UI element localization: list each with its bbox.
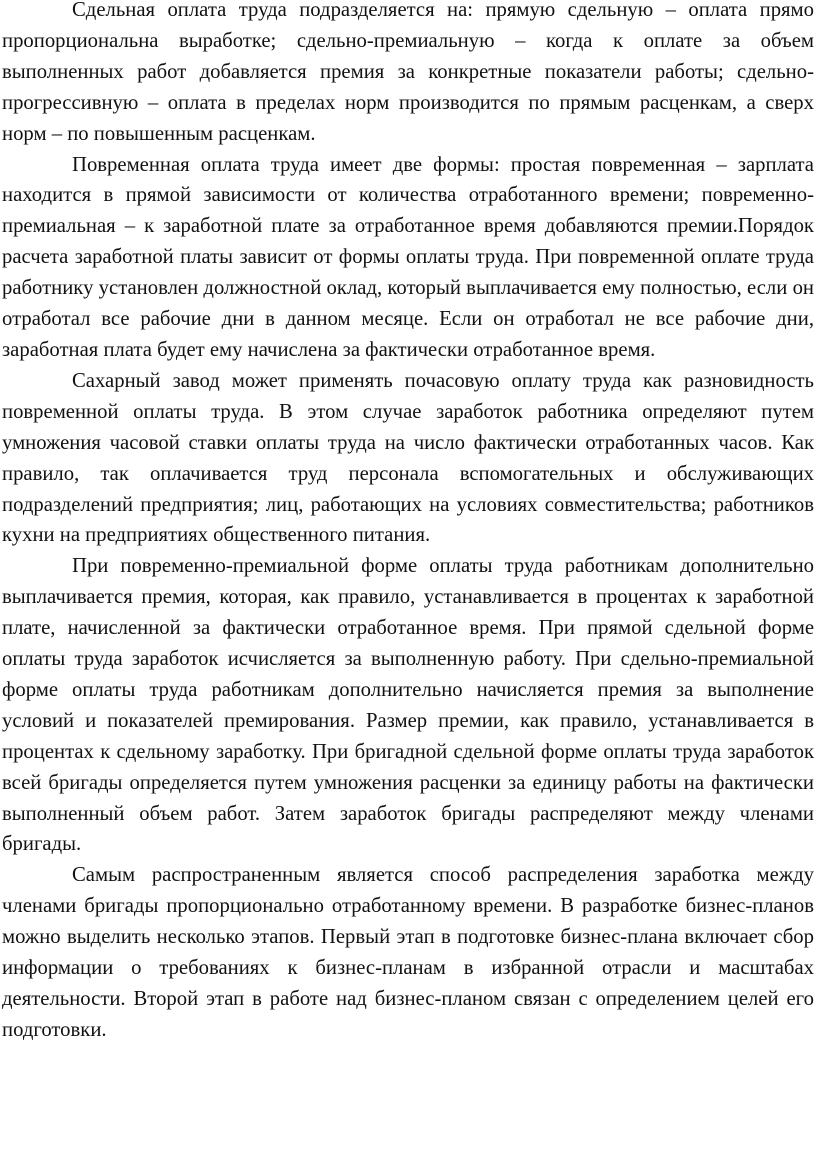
paragraph-hourly-pay: Сахарный завод может применять почасовую оплату труда как разновидность повременной оплаты труда. В этом случае заработок работника определяют путем умножения часовой ставки оплаты труда на число фактически отработанных часов. Как правило, так оплачивается труд персонала вспомогательных и обслуживающих подразделений предприятия; лиц, работающих на условиях совместительства; работников кухни на предприятиях общественного питания. (2, 369, 814, 547)
paragraph-piece-rate-forms: Сдельная оплата труда подразделяется на: прямую сдельную – оплата прямо пропорциональна выработке; сдельно-премиальную – когда к оплате за объем выполненных работ добавляется премия за конкретные показатели работы; сдельно-прогрессивную – оплата в пределах норм производится по прямым расценкам, а сверх норм – по повышенным расценкам. (2, 0, 814, 145)
paragraph-time-based-pay: Повременная оплата труда имеет две формы: простая повременная – зарплата находится в прямой зависимости от количества отработанного времени; повременно-премиальная – к заработной плате за отработанное время добавляются премии.Порядок расчета заработной платы зависит от формы оплаты труда. При повременной оплате труда работнику установлен должностной оклад, который выплачивается ему полностью, если он отработал все рабочие дни в данном месяце. Если он отработал не все рабочие дни, заработная плата будет ему начислена за фактически отработанное время. (2, 153, 814, 361)
paragraph-business-plan-stages: Самым распространенным является способ распределения заработка между членами бригады пропорционально отработанному времени. В разработке бизнес-планов можно выделить несколько этапов. Первый этап в подготовке бизнес-плана включает сбор информации о требованиях к бизнес-планам в избранной отрасли и масштабах деятельности. Второй этап в работе над бизнес-планом связан с определением целей его подготовки. (2, 864, 814, 1041)
paragraph-bonus-systems: При повременно-премиальной форме оплаты труда работникам дополнительно выплачивается премия, которая, как правило, устанавливается в процентах к заработной плате, начисленной за фактически отработанное время. При прямой сдельной форме оплаты труда заработок исчисляется за выполненную работу. При сдельно-премиальной форме оплаты труда работникам дополнительно начисляется премия за выполнение условий и показателей премирования. Размер премии, как правило, устанавливается в процентах к сдельному заработку. При бригадной сдельной форме оплаты труда заработок всей бригады определяется путем умножения расценки за единицу работы на фактически выполненный объем работ. Затем заработок бригады распределяют между членами бригады. (2, 555, 814, 856)
